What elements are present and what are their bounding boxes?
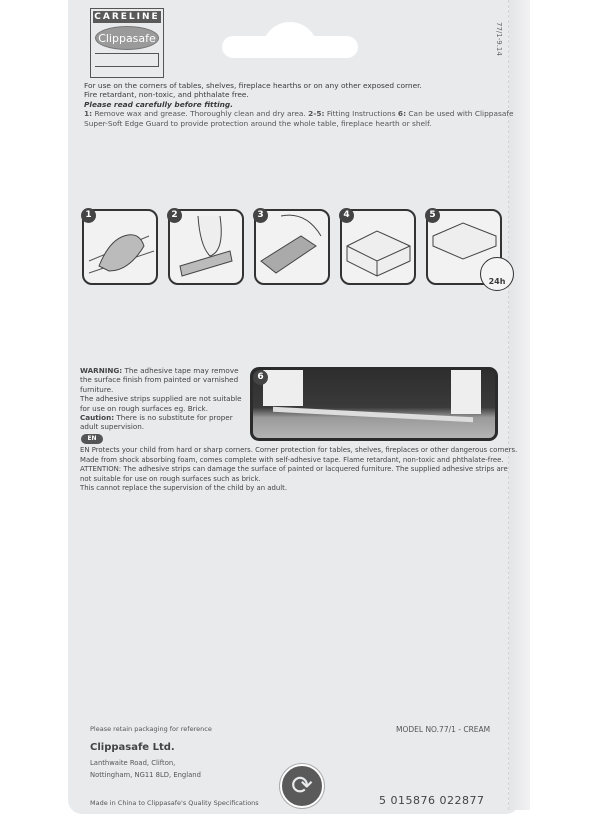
step-text: Fitting Instructions [324, 109, 398, 119]
step-number: 1 [81, 208, 96, 223]
step-4-illustration [340, 209, 416, 285]
side-code: 77/1-9.14 [495, 22, 503, 56]
clock-24h-icon [480, 257, 514, 291]
logo-brand: CARELINE [94, 12, 160, 22]
caution-label: Caution: [80, 413, 115, 423]
intro-text [84, 81, 514, 128]
company-address [90, 757, 201, 781]
step-number: 3 [253, 208, 268, 223]
step-text: Can be used with Clippasafe Super-Soft Edge Guard to provide protection around the whole table, fireplace hearth or shelf. [84, 109, 514, 128]
step-number: 5 [425, 208, 440, 223]
description-line: ATTENTION: The adhesive strips can damage the surface of painted or lacquered furniture. The supplied adhesive strips are not suitable for use on rough surfaces such as brick. [80, 465, 508, 483]
step-number: 4 [339, 208, 354, 223]
logo-name: Clippasafe [95, 26, 159, 50]
intro-line: Fire retardant, non-toxic, and phthalate free. [84, 90, 249, 100]
english-description [80, 446, 520, 494]
applying-guard-icon [256, 211, 327, 282]
warning-strips: The adhesive strips supplied are not suitable for use on rough surfaces eg. Brick. [80, 394, 242, 413]
step-2-illustration [168, 209, 244, 285]
made-in-note: Made in China to Clippasafe's Quality Specifications [90, 799, 259, 807]
hand-wiping-icon [84, 211, 155, 282]
peeling-tape-icon [170, 211, 241, 282]
step-text: Remove wax and grease. Thoroughly clean and dry area. [92, 109, 309, 119]
warning-body: The adhesive tape may remove the surface finish from painted or varnished furniture. [80, 366, 239, 394]
hang-hole [222, 22, 358, 58]
pressing-corner-icon [342, 211, 413, 282]
model-number: MODEL NO.77/1 - CREAM [396, 725, 491, 734]
step-6-photo [250, 367, 498, 441]
step-5-illustration [426, 209, 506, 286]
retain-note: Please retain packaging for reference [90, 725, 212, 733]
address-line: Lanthwaite Road, Clifton, [90, 759, 176, 767]
description-line: This cannot replace the supervision of the child by an adult. [80, 484, 288, 493]
step-label: 2-5: [308, 109, 325, 119]
green-dot-recycle-icon: ⟳ [280, 764, 324, 808]
careline-logo [90, 8, 164, 78]
description-line: EN Protects your child from hard or sharp corners. Corner protection for tables, shelves, fireplaces or other dangerous corners. [80, 446, 518, 454]
language-badge: EN [81, 434, 103, 444]
warning-label: WARNING: [80, 366, 123, 375]
step-label: 1: [84, 109, 93, 119]
step-number: 2 [167, 208, 182, 223]
step-1-illustration [82, 209, 158, 285]
company-name: Clippasafe Ltd. [90, 742, 175, 753]
step-3-illustration [254, 209, 330, 285]
step-label: 6: [397, 109, 407, 119]
step-number: 6 [253, 370, 268, 385]
address-line: Nottingham, NG11 8LD, England [90, 771, 201, 779]
fitting-steps [82, 209, 506, 286]
barcode-number: 5 015876 022877 [379, 794, 485, 807]
logo-frame [95, 53, 159, 67]
warning-text [80, 366, 248, 432]
intro-line: For use on the corners of tables, shelves, fireplace hearths or on any other exposed corner. [84, 81, 422, 90]
description-line: Made from shock absorbing foam, comes complete with self-adhesive tape. Flame retardant, non-toxic and phthalate-free. [80, 455, 504, 464]
caution-body: There is no substitute for proper adult supervision. [80, 413, 233, 432]
clock-label: 24h [488, 277, 506, 286]
intro-note: Please read carefully before fitting. [84, 99, 234, 109]
